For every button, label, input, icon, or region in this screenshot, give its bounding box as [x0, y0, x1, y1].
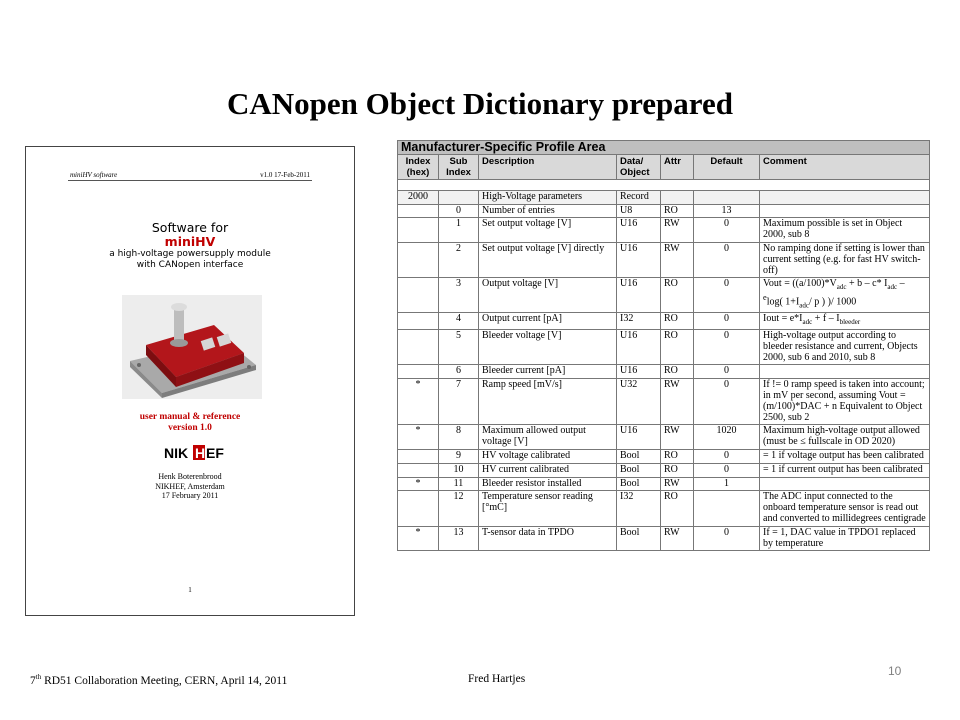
cover-page-number: 1 [188, 586, 192, 594]
row-mark [398, 278, 439, 313]
profile-area-table [397, 140, 929, 551]
row-data-type: U16 [617, 278, 661, 313]
header-sub-index: Sub Index [439, 154, 479, 179]
row-description: Set output voltage [V] [479, 218, 617, 243]
footer-author: Fred Hartjes [468, 673, 526, 685]
row-description: Bleeder voltage [V] [479, 330, 617, 365]
table-row [398, 463, 930, 477]
manual-cover-page [25, 146, 355, 616]
cover-line-3: a high-voltage powersupply module [109, 249, 271, 259]
table-gap [398, 179, 930, 190]
row-description: Ramp speed [mV/s] [479, 379, 617, 425]
record-row [398, 190, 930, 204]
footer-meeting: 7th RD51 Collaboration Meeting, CERN, April 14, 2011 [30, 673, 288, 687]
row-mark [398, 313, 439, 330]
row-sub-index: 4 [439, 313, 479, 330]
table-row [398, 477, 930, 491]
row-description: Set output voltage [V] directly [479, 242, 617, 277]
header-data-object: Data/ Object [617, 154, 661, 179]
row-mark: * [398, 526, 439, 551]
row-comment: If = 1, DAC value in TPDO1 replaced by temperature [760, 526, 930, 551]
row-data-type: U16 [617, 330, 661, 365]
row-default: 0 [694, 526, 760, 551]
row-comment: Maximum high-voltage output allowed (must be ≤ fullscale in OD 2020) [760, 425, 930, 450]
row-sub-index: 6 [439, 365, 479, 379]
row-comment: High-voltage output according to bleeder resistance and current, Objects 2000, sub 6 and 2010, sub 8 [760, 330, 930, 365]
minihv-module-photo [122, 295, 262, 399]
table-row [398, 450, 930, 464]
table-caption-row [398, 141, 930, 155]
row-attr: RO [661, 330, 694, 365]
table-row [398, 365, 930, 379]
row-sub-index: 3 [439, 278, 479, 313]
row-default: 0 [694, 365, 760, 379]
cover-manual-line-2: version 1.0 [168, 423, 212, 433]
row-attr: RO [661, 278, 694, 313]
row-description: Number of entries [479, 204, 617, 218]
row-attr: RO [661, 450, 694, 464]
row-attr: RW [661, 379, 694, 425]
row-mark [398, 491, 439, 526]
row-sub-index: 13 [439, 526, 479, 551]
row-comment [760, 365, 930, 379]
row-attr: RO [661, 365, 694, 379]
row-comment [760, 204, 930, 218]
row-default: 0 [694, 450, 760, 464]
header-description: Description [479, 154, 617, 179]
table-row [398, 491, 930, 526]
row-attr: RW [661, 526, 694, 551]
row-data-type: U32 [617, 379, 661, 425]
row-comment: The ADC input connected to the onboard temperature sensor is read out and converted to millidegrees centigrade [760, 491, 930, 526]
row-default: 1020 [694, 425, 760, 450]
svg-text:NIK: NIK [164, 445, 189, 461]
table-row [398, 330, 930, 365]
row-default: 0 [694, 313, 760, 330]
row-data-type: I32 [617, 491, 661, 526]
table-header-row [398, 154, 930, 179]
slide-page-number: 10 [888, 664, 902, 678]
record-description: High-Voltage parameters [479, 190, 617, 204]
table-row [398, 526, 930, 551]
row-attr: RO [661, 463, 694, 477]
row-mark [398, 450, 439, 464]
table-row [398, 425, 930, 450]
svg-text:H: H [195, 445, 206, 461]
row-default: 0 [694, 463, 760, 477]
cover-manual-title [26, 412, 354, 434]
row-default: 0 [694, 218, 760, 243]
cover-header-right: v1.0 17-Feb-2011 [260, 171, 310, 179]
row-data-type: Bool [617, 477, 661, 491]
row-default: 0 [694, 379, 760, 425]
row-default: 13 [694, 204, 760, 218]
row-mark [398, 242, 439, 277]
row-mark [398, 218, 439, 243]
row-data-type: I32 [617, 313, 661, 330]
row-default: 0 [694, 242, 760, 277]
row-sub-index: 11 [439, 477, 479, 491]
row-description: Bleeder current [pA] [479, 365, 617, 379]
row-data-type: U16 [617, 218, 661, 243]
row-sub-index: 7 [439, 379, 479, 425]
record-index: 2000 [398, 190, 439, 204]
table-row [398, 218, 930, 243]
cover-header-left: miniHV software [70, 171, 118, 179]
row-data-type: Bool [617, 463, 661, 477]
row-sub-index: 5 [439, 330, 479, 365]
row-default: 1 [694, 477, 760, 491]
row-attr: RW [661, 218, 694, 243]
row-mark [398, 365, 439, 379]
cover-org: NIKHEF, Amsterdam [155, 481, 225, 491]
cover-software-title [26, 221, 354, 271]
row-sub-index: 2 [439, 242, 479, 277]
row-sub-index: 8 [439, 425, 479, 450]
row-default: 0 [694, 278, 760, 313]
row-data-type: Bool [617, 450, 661, 464]
row-comment: Iout = $e*I_{adc} + f - I_{bleeder}$ [760, 313, 930, 330]
header-default: Default [694, 154, 760, 179]
row-data-type: U16 [617, 242, 661, 277]
row-attr: RW [661, 477, 694, 491]
row-attr: RO [661, 204, 694, 218]
row-comment: No ramping done if setting is lower than current setting (e.g. for fast HV switch-off) [760, 242, 930, 277]
table-caption: Manufacturer-Specific Profile Area [398, 141, 930, 155]
cover-author: Henk Boterenbrood [158, 472, 222, 481]
row-default: 0 [694, 330, 760, 365]
row-description: T-sensor data in TPDO [479, 526, 617, 551]
nikhef-logo [162, 443, 224, 463]
header-index: Index (hex) [398, 154, 439, 179]
row-description: Output voltage [V] [479, 278, 617, 313]
row-description: HV voltage calibrated [479, 450, 617, 464]
cover-line-4: with CANopen interface [136, 260, 244, 270]
row-sub-index: 10 [439, 463, 479, 477]
table-row [398, 379, 930, 425]
row-data-type: U16 [617, 365, 661, 379]
table-row [398, 204, 930, 218]
row-sub-index: 9 [439, 450, 479, 464]
header-comment: Comment [760, 154, 930, 179]
row-attr: RO [661, 313, 694, 330]
row-description: Maximum allowed output voltage [V] [479, 425, 617, 450]
row-description: HV current calibrated [479, 463, 617, 477]
row-data-type: U8 [617, 204, 661, 218]
cover-date: 17 February 2011 [161, 491, 219, 500]
row-attr: RO [661, 491, 694, 526]
table-row [398, 313, 930, 330]
row-comment: Maximum possible is set in Object 2000, sub 8 [760, 218, 930, 243]
cover-header-rule [68, 180, 312, 181]
row-comment: = 1 if voltage output has been calibrated [760, 450, 930, 464]
row-mark: * [398, 425, 439, 450]
cover-line-1: Software for [151, 220, 229, 235]
table-body [398, 204, 930, 551]
header-attr: Attr [661, 154, 694, 179]
cover-manual-line-1: user manual & reference [139, 412, 241, 422]
row-mark: * [398, 477, 439, 491]
row-description: Output current [pA] [479, 313, 617, 330]
table-row [398, 242, 930, 277]
svg-text:EF: EF [206, 445, 224, 461]
row-sub-index: 1 [439, 218, 479, 243]
row-description: Temperature sensor reading [°mC] [479, 491, 617, 526]
row-comment [760, 477, 930, 491]
row-mark [398, 204, 439, 218]
row-attr: RW [661, 242, 694, 277]
row-comment: Vout = ($(a/100)*V_{adc} + b - c*$ $I_{adc} - ^e\log$( $1+I_{adc}/$ p ) )/ 1000 [760, 278, 930, 313]
cover-line-2: miniHV [164, 234, 216, 249]
row-attr: RW [661, 425, 694, 450]
table-row [398, 278, 930, 313]
row-data-type: U16 [617, 425, 661, 450]
row-data-type: Bool [617, 526, 661, 551]
row-sub-index: 12 [439, 491, 479, 526]
row-default [694, 491, 760, 526]
cover-address [26, 472, 354, 501]
row-description: Bleeder resistor installed [479, 477, 617, 491]
page-title: CANopen Object Dictionary prepared [226, 86, 733, 121]
row-comment: = 1 if current output has been calibrated [760, 463, 930, 477]
row-comment: If != 0 ramp speed is taken into account; in mV per second, assuming Vout = (m/100)*DAC + n Equivalent to Object 2500, sub 2 [760, 379, 930, 425]
row-sub-index: 0 [439, 204, 479, 218]
record-data: Record [617, 190, 661, 204]
row-mark [398, 330, 439, 365]
row-mark [398, 463, 439, 477]
row-mark: * [398, 379, 439, 425]
